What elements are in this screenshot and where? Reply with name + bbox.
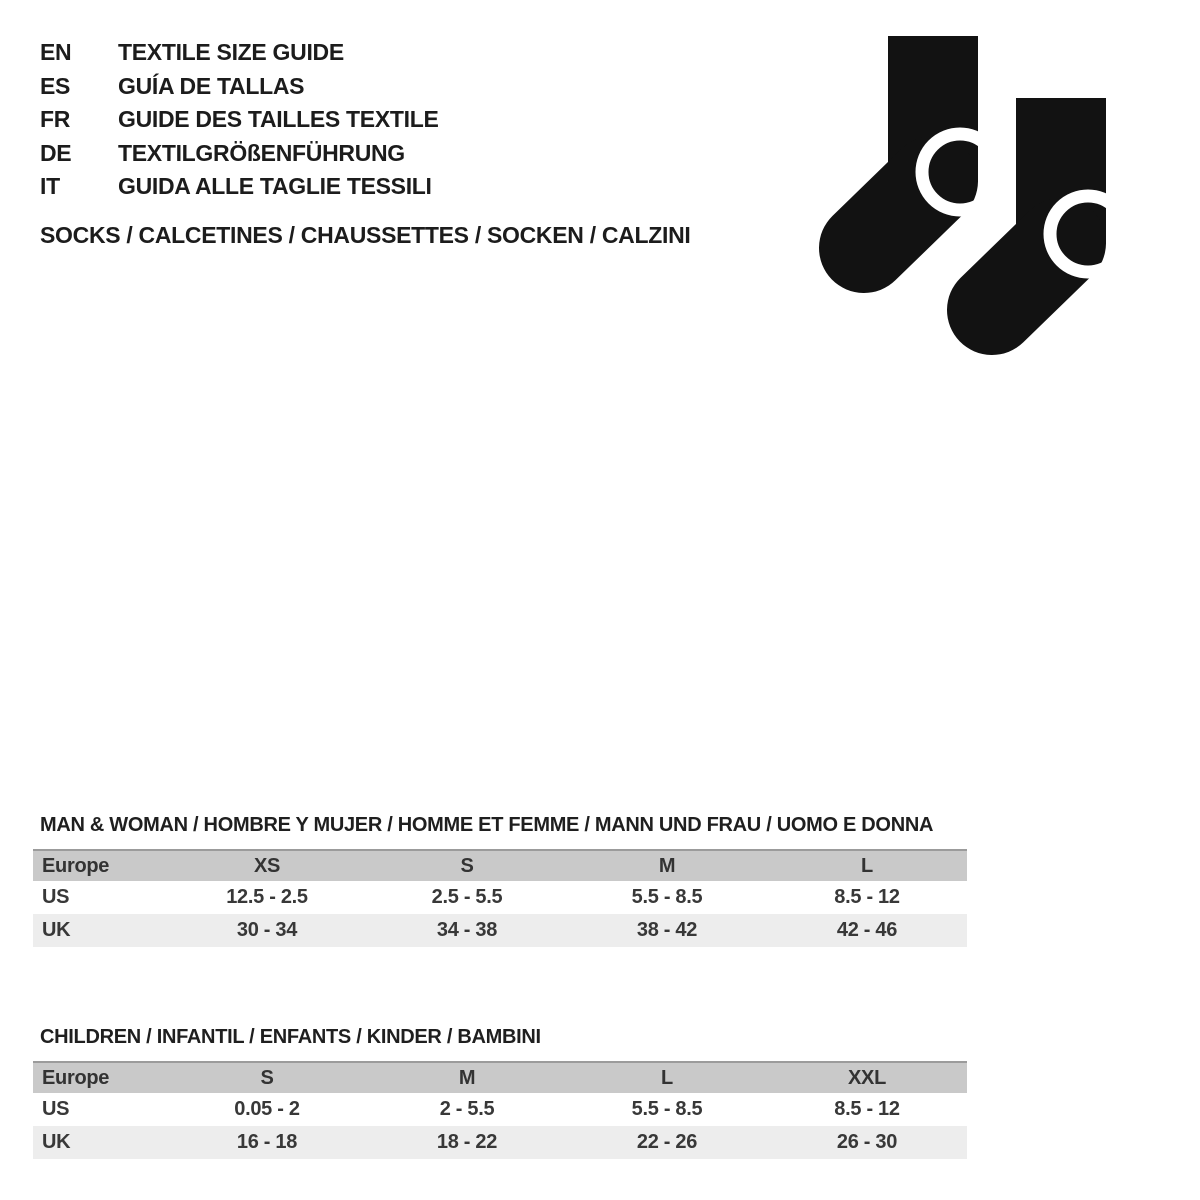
children-table-title: CHILDREN / INFANTIL / ENFANTS / KINDER / BAMBINI <box>40 1026 541 1048</box>
language-row-de <box>40 137 439 171</box>
language-code: DE <box>40 139 72 166</box>
cell-value: 12.5 - 2.5 <box>226 886 308 908</box>
language-code: FR <box>40 106 71 132</box>
size-table-section-adults <box>33 814 967 947</box>
column-header-xxl: XXL <box>848 1066 886 1089</box>
cell-value: 42 - 46 <box>836 919 898 941</box>
language-code: IT <box>40 173 60 199</box>
adults-header-row <box>33 850 967 881</box>
language-label: TEXTILGRÖßENFÜHRUNG <box>118 139 405 166</box>
cell-value: 5.5 - 8.5 <box>631 886 703 908</box>
column-header-s: S <box>460 854 474 877</box>
language-code: EN <box>40 39 72 65</box>
column-header-l: L <box>661 1066 673 1089</box>
table-row-uk <box>33 914 967 947</box>
row-label-us: US <box>42 1098 70 1120</box>
column-header-xs: XS <box>253 854 281 877</box>
cell-value: 18 - 22 <box>436 1131 498 1153</box>
language-row-es <box>40 70 439 104</box>
children-header-row <box>33 1062 967 1093</box>
language-row-fr <box>40 103 439 137</box>
cell-value: 8.5 - 12 <box>834 1098 900 1120</box>
size-table-section-children <box>33 1026 967 1159</box>
column-header-m: M <box>658 854 676 877</box>
children-size-table <box>33 1061 967 1159</box>
language-code: ES <box>40 72 71 99</box>
cell-value: 5.5 - 8.5 <box>631 1098 703 1120</box>
cell-value: 22 - 26 <box>636 1131 698 1153</box>
row-label-us: US <box>42 886 70 908</box>
cell-value: 2 - 5.5 <box>439 1098 495 1120</box>
socks-icon <box>818 36 1140 360</box>
language-label: GUÍA DE TALLAS <box>118 72 305 99</box>
column-header-l: L <box>861 854 873 877</box>
row-label-uk: UK <box>42 919 71 941</box>
language-label: GUIDE DES TAILLES TEXTILE <box>118 106 439 132</box>
cell-value: 16 - 18 <box>236 1131 298 1153</box>
sock-right <box>992 98 1126 310</box>
language-list <box>40 36 439 204</box>
language-label: TEXTILE SIZE GUIDE <box>118 39 344 65</box>
cell-value: 38 - 42 <box>636 919 698 941</box>
adults-size-table <box>33 849 967 947</box>
cell-value: 30 - 34 <box>236 919 298 941</box>
table-row-uk <box>33 1126 967 1159</box>
column-header-europe: Europe <box>42 1066 110 1089</box>
language-row-en <box>40 36 439 70</box>
row-label-uk: UK <box>42 1131 71 1153</box>
language-row-it <box>40 170 439 204</box>
cell-value: 8.5 - 12 <box>834 886 900 908</box>
cell-value: 26 - 30 <box>836 1131 898 1153</box>
language-label: GUIDA ALLE TAGLIE TESSILI <box>118 173 432 199</box>
table-row-us <box>33 1093 967 1126</box>
cell-value: 34 - 38 <box>436 919 498 941</box>
adults-table-title: MAN & WOMAN / HOMBRE Y MUJER / HOMME ET FEMME / MANN UND FRAU / UOMO E DONNA <box>40 814 934 836</box>
cell-value: 2.5 - 5.5 <box>431 886 503 908</box>
column-header-europe: Europe <box>42 854 110 877</box>
cell-value: 0.05 - 2 <box>234 1098 300 1120</box>
product-category-line: SOCKS / CALCETINES / CHAUSSETTES / SOCKEN / CALZINI <box>40 222 691 248</box>
table-row-us <box>33 881 967 914</box>
column-header-m: M <box>458 1066 476 1089</box>
column-header-s: S <box>260 1066 274 1089</box>
